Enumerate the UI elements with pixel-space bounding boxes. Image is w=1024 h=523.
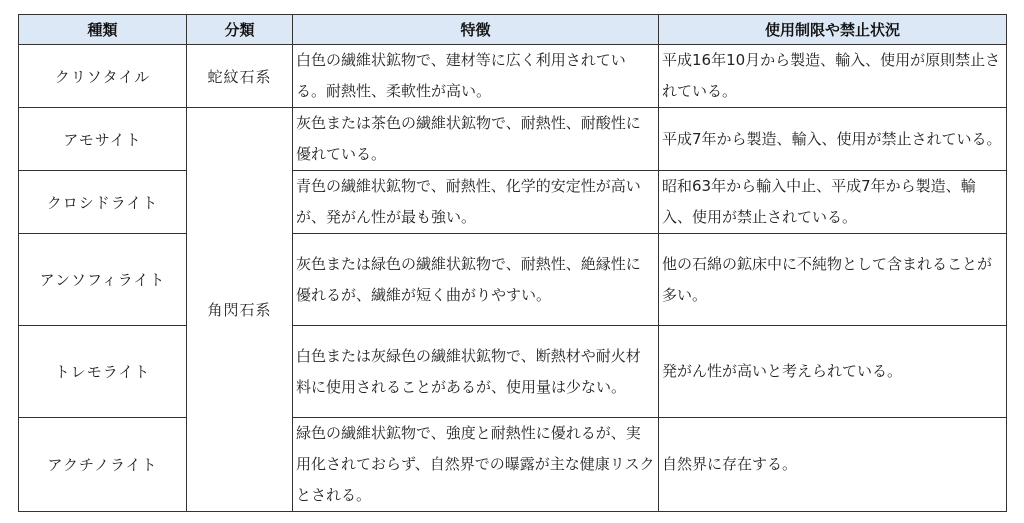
mineral-restrictions: 昭和63年から輸入中止、平成7年から製造、輸入、使用が禁止されている。: [659, 171, 1007, 234]
header-classification: 分類: [187, 15, 293, 45]
mineral-restrictions: 平成16年10月から製造、輸入、使用が原則禁止されている。: [659, 45, 1007, 108]
header-restrictions: 使用制限や禁止状況: [659, 15, 1007, 45]
mineral-features: 白色の繊維状鉱物で、建材等に広く利用されている。耐熱性、柔軟性が高い。: [293, 45, 659, 108]
mineral-name: トレモライト: [19, 326, 187, 418]
table-row: [19, 418, 1007, 512]
table-row: [19, 171, 1007, 234]
table-row: [19, 45, 1007, 108]
table-row: [19, 326, 1007, 418]
asbestos-table-container: [18, 14, 1006, 512]
mineral-features: 白色または灰緑色の繊維状鉱物で、断熱材や耐火材料に使用されることがあるが、使用量は少ない。: [293, 326, 659, 418]
mineral-name: アンソフィライト: [19, 234, 187, 326]
mineral-features: 青色の繊維状鉱物で、耐熱性、化学的安定性が高いが、発がん性が最も強い。: [293, 171, 659, 234]
mineral-restrictions: 平成7年から製造、輸入、使用が禁止されている。: [659, 108, 1007, 171]
mineral-features: 灰色または緑色の繊維状鉱物で、耐熱性、絶縁性に優れるが、繊維が短く曲がりやすい。: [293, 234, 659, 326]
mineral-name: アクチノライト: [19, 418, 187, 512]
mineral-restrictions: 自然界に存在する。: [659, 418, 1007, 512]
mineral-restrictions: 他の石綿の鉱床中に不純物として含まれることが多い。: [659, 234, 1007, 326]
mineral-restrictions: 発がん性が高いと考えられている。: [659, 326, 1007, 418]
header-features: 特徴: [293, 15, 659, 45]
header-row: [19, 15, 1007, 45]
mineral-name: クリソタイル: [19, 45, 187, 108]
header-type: 種類: [19, 15, 187, 45]
mineral-name: アモサイト: [19, 108, 187, 171]
asbestos-types-table: [18, 14, 1007, 512]
mineral-classification: 蛇紋石系: [187, 45, 293, 108]
mineral-features: 灰色または茶色の繊維状鉱物で、耐熱性、耐酸性に優れている。: [293, 108, 659, 171]
mineral-name: クロシドライト: [19, 171, 187, 234]
mineral-features: 緑色の繊維状鉱物で、強度と耐熱性に優れるが、実用化されておらず、自然界での曝露が主な健康リスクとされる。: [293, 418, 659, 512]
mineral-classification: 角閃石系: [187, 108, 293, 512]
table-row: [19, 108, 1007, 171]
table-row: [19, 234, 1007, 326]
